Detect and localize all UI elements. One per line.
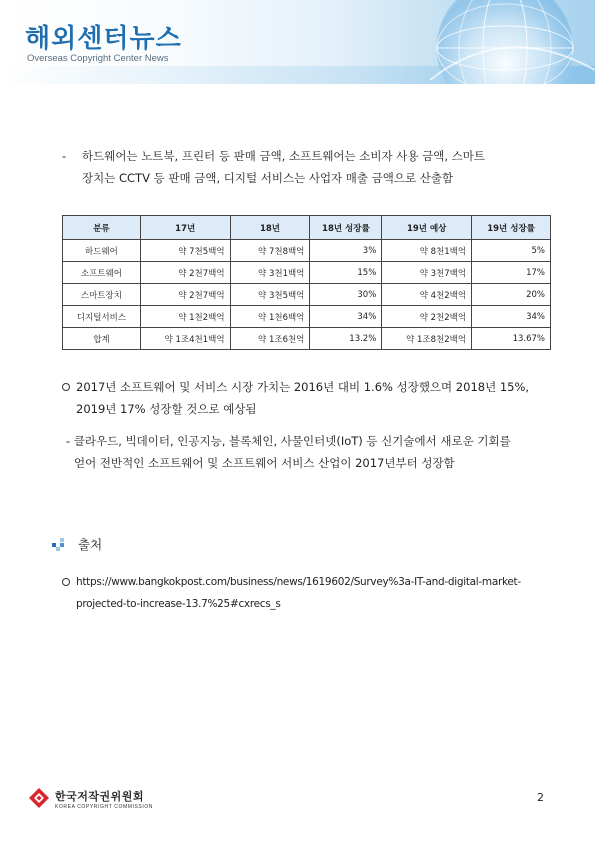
- globe-graphic: [410, 0, 595, 84]
- category-cell: 스마트장치: [63, 284, 141, 306]
- source-heading: 출처: [78, 537, 103, 552]
- growth-cell: 5%: [472, 240, 551, 262]
- column-header: 18년 성장률: [310, 216, 382, 240]
- page-header: [0, 0, 595, 84]
- table-row: [63, 262, 551, 284]
- column-header: 19년 예상: [382, 216, 472, 240]
- market-size-table: [62, 215, 551, 350]
- table-row: [63, 284, 551, 306]
- value-cell: 약 1조8천2백억: [382, 328, 472, 350]
- category-cell: 디지털서비스: [63, 306, 141, 328]
- value-cell: 약 3천5백억: [230, 284, 310, 306]
- circle-bullet-icon: [62, 578, 70, 586]
- tech-paragraph: [66, 430, 511, 474]
- growth-cell: 13.2%: [310, 328, 382, 350]
- table-header-row: [63, 216, 551, 240]
- commission-name: 한국저작권위원회: [55, 790, 145, 803]
- intro-line-2: 장치는 CCTV 등 판매 금액, 디지털 서비스는 사업자 매출 금액으로 산출함: [82, 171, 454, 185]
- value-cell: 약 8천1백억: [382, 240, 472, 262]
- value-cell: 약 1조6천억: [230, 328, 310, 350]
- value-cell: 약 1조4천1백억: [140, 328, 230, 350]
- value-cell: 약 1천6백억: [230, 306, 310, 328]
- tech-line-2: 얻어 전반적인 소프트웨어 및 소프트웨어 서비스 산업이 2017년부터 성장함: [74, 456, 455, 470]
- table-row: [63, 306, 551, 328]
- newsletter-title: 해외센터뉴스: [25, 24, 182, 54]
- value-cell: 약 4천2백억: [382, 284, 472, 306]
- commission-logo-icon: [28, 787, 50, 809]
- column-header: 분류: [63, 216, 141, 240]
- column-header: 17년: [140, 216, 230, 240]
- newsletter-subtitle: Overseas Copyright Center News: [27, 53, 169, 64]
- section-squares-icon: [52, 537, 68, 551]
- growth-paragraph: [76, 376, 529, 420]
- growth-cell: 13.67%: [472, 328, 551, 350]
- growth-cell: 30%: [310, 284, 382, 306]
- value-cell: 약 3천7백억: [382, 262, 472, 284]
- table-row: [63, 240, 551, 262]
- source-url-line-1[interactable]: https://www.bangkokpost.com/business/news/1619602/Survey%3a-IT-and-digital-market-: [76, 576, 521, 588]
- commission-english-name: KOREA COPYRIGHT COMMISSION: [55, 804, 154, 810]
- category-cell: 합계: [63, 328, 141, 350]
- intro-text-1: 하드웨어는 노트북, 프린터 등 판매 금액, 소프트웨어는 소비자 사용 금액, 스마트: [82, 149, 486, 163]
- growth-cell: 15%: [310, 262, 382, 284]
- intro-paragraph: [62, 145, 485, 189]
- value-cell: 약 2천2백억: [382, 306, 472, 328]
- growth-cell: 34%: [310, 306, 382, 328]
- dash-marker: -: [62, 149, 67, 163]
- source-url-line-2[interactable]: projected-to-increase-13.7%25#cxrecs_s: [76, 598, 281, 610]
- column-header: 19년 성장률: [472, 216, 551, 240]
- growth-cell: 17%: [472, 262, 551, 284]
- growth-cell: 20%: [472, 284, 551, 306]
- value-cell: 약 3천1백억: [230, 262, 310, 284]
- growth-cell: 3%: [310, 240, 382, 262]
- value-cell: 약 2천7백억: [140, 284, 230, 306]
- tech-line-1: - 클라우드, 빅데이터, 인공지능, 블록체인, 사물인터넷(IoT) 등 신기술에서 새로운 기회를: [66, 434, 511, 448]
- value-cell: 약 1천2백억: [140, 306, 230, 328]
- value-cell: 약 2천7백억: [140, 262, 230, 284]
- circle-bullet-icon: [62, 383, 70, 391]
- intro-line-1: [62, 145, 485, 167]
- value-cell: 약 7천5백억: [140, 240, 230, 262]
- growth-line-1: 2017년 소프트웨어 및 서비스 시장 가치는 2016년 대비 1.6% 성장했으며 2018년 15%,: [76, 380, 530, 394]
- category-cell: 하드웨어: [63, 240, 141, 262]
- page-number: 2: [537, 791, 544, 804]
- source-link[interactable]: [76, 571, 521, 615]
- value-cell: 약 7천8백억: [230, 240, 310, 262]
- category-cell: 소프트웨어: [63, 262, 141, 284]
- growth-cell: 34%: [472, 306, 551, 328]
- table-total-row: [63, 328, 551, 350]
- column-header: 18년: [230, 216, 310, 240]
- growth-line-2: 2019년 17% 성장할 것으로 예상됨: [76, 402, 257, 416]
